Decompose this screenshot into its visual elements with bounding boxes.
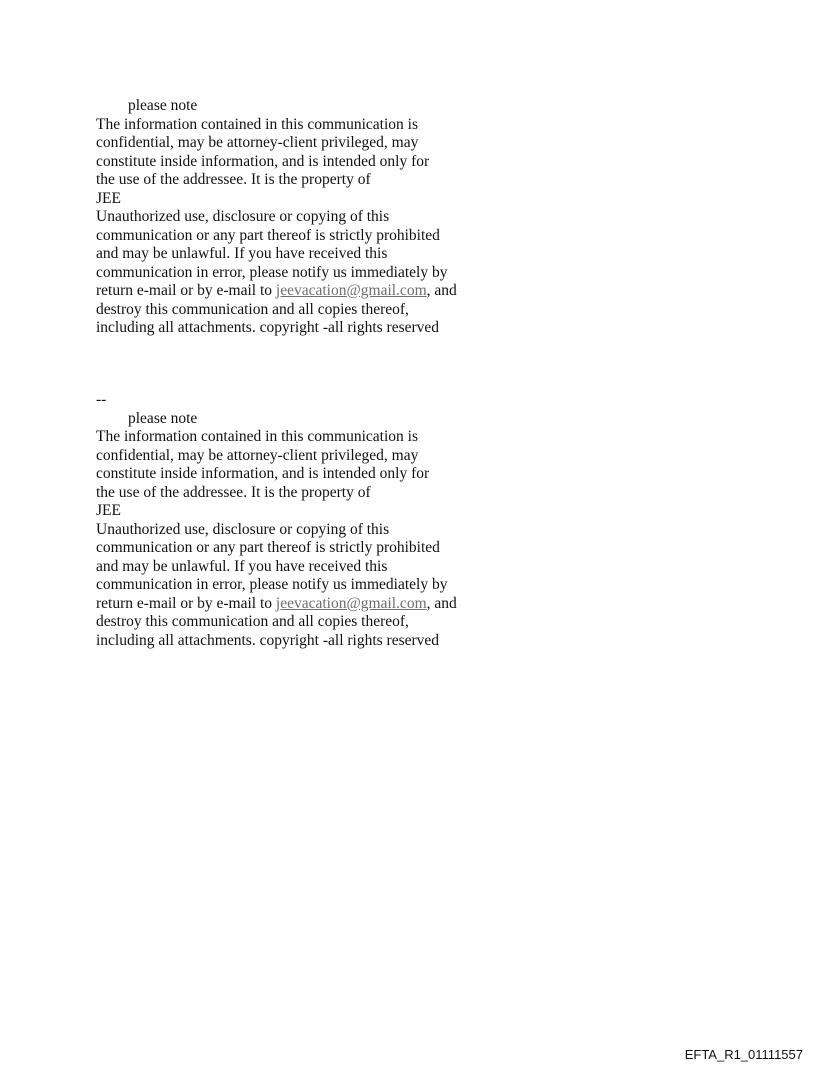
- notice-line: including all attachments. copyright -all rights reserved: [96, 631, 440, 649]
- email-link[interactable]: jeevacation@gmail.com: [275, 594, 427, 612]
- email-link[interactable]: jeevacation@gmail.com: [275, 282, 427, 299]
- notice-line: communication in error, please notify us immediately by: [96, 576, 448, 593]
- email-line-prefix: return e-mail or by e-mail to: [96, 594, 276, 612]
- notice-line: and may be unlawful. If you have received this: [96, 245, 388, 262]
- notice-email-line: [96, 595, 496, 614]
- notice-line: The information contained in this communication is: [96, 428, 418, 445]
- notice-line: Unauthorized use, disclosure or copying of this: [96, 208, 390, 225]
- notice-line: the use of the addressee. It is the property of: [96, 171, 371, 188]
- confidentiality-notice-2: [96, 391, 496, 650]
- notice-line: and may be unlawful. If you have received this: [96, 557, 388, 575]
- notice-line: confidential, may be attorney-client privileged, may: [96, 134, 419, 151]
- notice-line: Unauthorized use, disclosure or copying of this: [96, 520, 390, 538]
- confidentiality-notice-1: [96, 97, 496, 338]
- notice-line: JEE: [96, 502, 121, 519]
- notice-line: destroy this communication and all copies thereof,: [96, 613, 409, 630]
- email-line-prefix: return e-mail or by e-mail to: [96, 282, 276, 299]
- notice-email-line: [96, 282, 496, 301]
- email-line-suffix: , and: [426, 282, 457, 299]
- document-id: EFTA_R1_01111557: [684, 1047, 803, 1062]
- notice-line: confidential, may be attorney-client privileged, may: [96, 446, 419, 464]
- notice-line: constitute inside information, and is intended only for: [96, 152, 430, 170]
- notice-line: the use of the addressee. It is the property of: [96, 483, 371, 501]
- notice-line: The information contained in this communication is: [96, 115, 418, 133]
- notice-line: JEE: [96, 189, 121, 207]
- notice-line: constitute inside information, and is intended only for: [96, 465, 430, 482]
- notice-line: communication or any part thereof is strictly prohibited: [96, 539, 440, 556]
- notice-line: communication or any part thereof is strictly prohibited: [96, 226, 440, 244]
- notice-heading: please note: [128, 97, 198, 114]
- email-line-suffix: , and: [426, 594, 457, 612]
- notice-line: communication in error, please notify us immediately by: [96, 263, 448, 281]
- notice-line: including all attachments. copyright -all rights reserved: [96, 319, 440, 336]
- notice-line: destroy this communication and all copies thereof,: [96, 300, 409, 318]
- notice-heading: please note: [128, 409, 198, 427]
- signature-separator: --: [96, 391, 107, 408]
